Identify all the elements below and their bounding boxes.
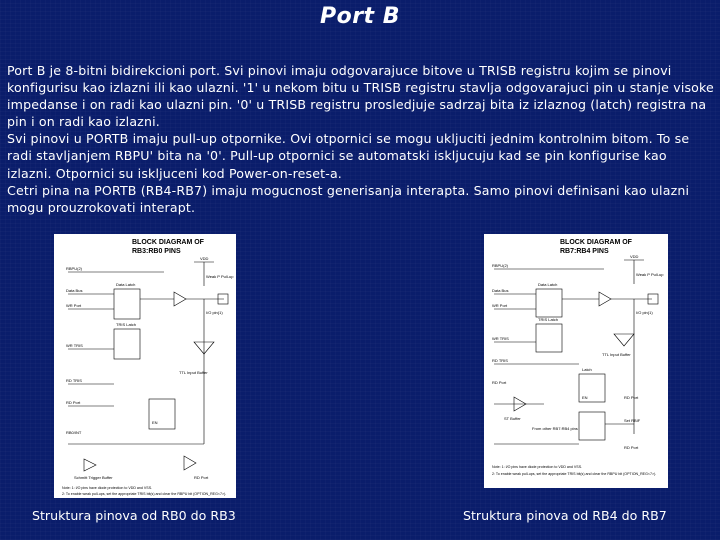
fig2-label-set-rbif: Set RBIF [624, 418, 641, 423]
fig2-label-ttl: TTL Input Buffer [602, 352, 631, 357]
body-text [7, 62, 715, 216]
fig1-label-vdd: VDD [200, 256, 209, 261]
fig2-label-wr-port: WR Port [492, 303, 508, 308]
slide-title: Port B [319, 4, 401, 29]
fig2-label-rd-port-q3: RD Port [624, 445, 639, 450]
fig2-heading-line1: BLOCK DIAGRAM OF [560, 239, 632, 246]
fig1-label-rbpu: RBPU(2) [66, 266, 83, 271]
fig2-note2: 2: To enable weak pull-ups, set the appropriate TRIS bit(s) and clear the RBPU bit (OPTION_REG<7>). [492, 472, 657, 476]
fig1-label-tris-latch: TRIS Latch [116, 322, 137, 327]
fig1-label-data-latch: Data Latch [116, 282, 136, 287]
fig2-label-wr-tris: WR TRIS [492, 336, 509, 341]
fig1-label-wr-port: WR Port [66, 303, 82, 308]
fig2-label-io-pin: I/O pin(1) [636, 310, 653, 315]
fig2-label-latch: Latch [582, 367, 592, 372]
fig1-note1: Note: 1: I/O pins have diode protection to VDD and VSS. [62, 486, 153, 490]
fig1-label-weak-pullup: Weak P Pull-up [206, 274, 234, 279]
fig1-label-en: EN [152, 420, 158, 425]
fig2-label-from-other: From other RB7:RB4 pins [532, 426, 578, 431]
fig1-label-rd-port-right: RD Port [194, 475, 209, 480]
fig2-label-data-latch: Data Latch [538, 282, 558, 287]
fig2-label-rd-port-q1: RD Port [624, 395, 639, 400]
fig1-label-rb0-int: RB0/INT [66, 430, 82, 435]
fig2-label-weak-pullup: Weak P Pull-up [636, 272, 664, 277]
paragraph-interrupt: Cetri pina na PORTB (RB4-RB7) imaju mogucnost generisanja interapta. Samo pinovi definisani kao ulazni mogu prouzrokovati interapt. [7, 182, 690, 215]
fig2-note1: Note: 1: I/O pins have diode protection to VDD and VSS. [492, 465, 583, 469]
fig2-label-rbpu: RBPU(2) [492, 263, 509, 268]
fig1-heading-line1: BLOCK DIAGRAM OF [132, 239, 204, 246]
block-diagram-rb3-rb0 [54, 234, 236, 498]
fig2-label-rd-tris: RD TRIS [492, 358, 508, 363]
fig1-label-rd-tris: RD TRIS [66, 378, 82, 383]
fig1-label-wr-tris: WR TRIS [66, 343, 83, 348]
fig2-label-data-bus: Data Bus [492, 288, 509, 293]
fig2-heading-line2: RB7:RB4 PINS [560, 248, 609, 255]
fig2-label-rd-port: RD Port [492, 380, 507, 385]
fig2-label-st-buffer: ST Buffer [504, 416, 521, 421]
fig1-heading-line2: RB3:RB0 PINS [132, 248, 181, 255]
fig1-label-ttl: TTL Input Buffer [179, 370, 208, 375]
fig1-label-schmitt: Schmitt Trigger Buffer [74, 475, 113, 480]
fig1-label-rd-port: RD Port [66, 400, 81, 405]
paragraph-tris: Port B je 8-bitni bidirekcioni port. Svi pinovi imaju odgovarajuce bitove u TRISB registru kojim se pinovi konfigurisu kao izlazni ili kao ulazni. '1' u nekom bitu u TRISB registru stavlja odgovarajuci pin u stanje visoke impedanse i on radi kao ulazni pin. '0' u TRISB registru prosledjuje sadrzaj bita iz izlaznog (latch) registra na pin i on radi kao izlazni. [7, 63, 714, 130]
fig2-label-en: EN [582, 395, 588, 400]
paragraph-pullup: Svi pinovi u PORTB imaju pull-up otpornike. Ovi otpornici se mogu ukljuciti jednim kontrolnim bitom. To se radi stavljanjem RBPU' bita na '0'. Pull-up otpornici se automatski iskljucuju kad se pin konfigurise kao izlazni. Otpornici su iskljuceni kod Power-on-reset-a. [7, 131, 690, 181]
fig1-label-data-bus: Data Bus [66, 288, 83, 293]
fig2-label-vdd: VDD [630, 254, 639, 259]
fig1-label-io-pin: I/O pin(1) [206, 310, 223, 315]
caption-rb4-rb7: Struktura pinova od RB4 do RB7 [463, 508, 667, 523]
caption-rb0-rb3: Struktura pinova od RB0 do RB3 [32, 508, 236, 523]
block-diagram-rb7-rb4 [484, 234, 668, 488]
fig1-note2: 2: To enable weak pull-ups, set the appropriate TRIS bit(s) and clear the RBPU bit (OPTION_REG<7>). [62, 492, 227, 496]
fig2-label-tris-latch: TRIS Latch [538, 317, 559, 322]
